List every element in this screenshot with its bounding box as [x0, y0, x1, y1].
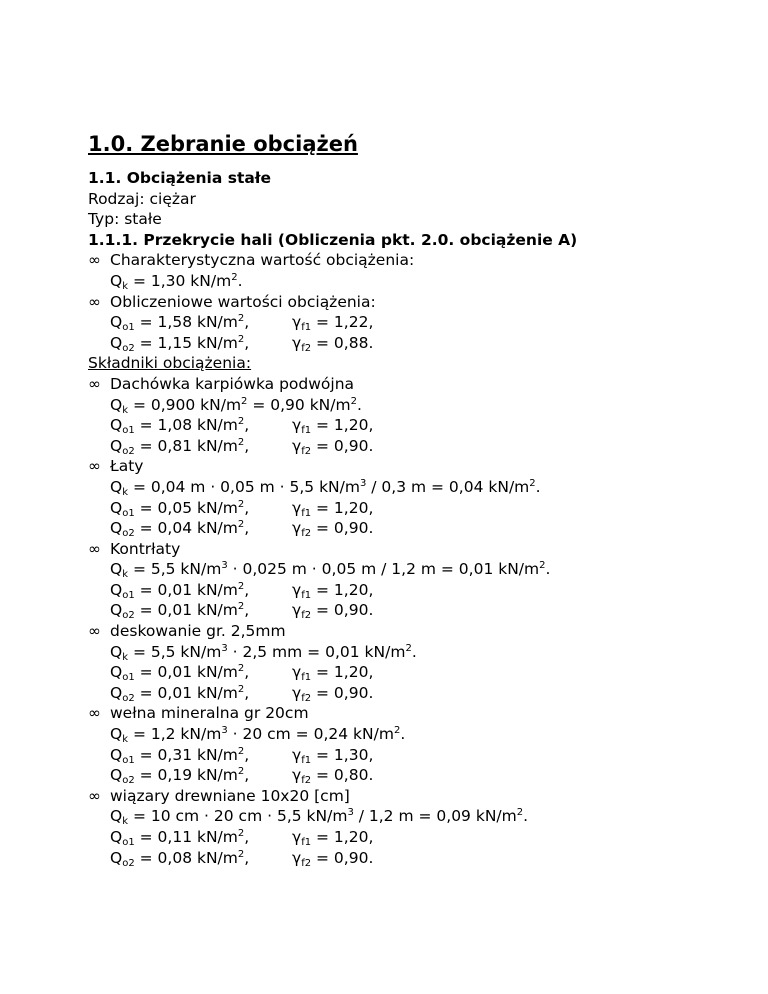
component-name: ∞ Łaty [88, 457, 144, 476]
component-char-value: $Q_k = 1,2$ $kN/m^3 \cdot 20$ cm = 0,24 $kN/m^2$. [110, 725, 406, 746]
load-component [88, 374, 728, 456]
component-char-value: $Q_k = 0,900$ $kN/m^2 = 0,90$ $kN/m^2$. [110, 395, 362, 416]
component-char-value: $Q_k = 10$ cm · 20 cm · 5,5 $kN/m^3 / 1,2$ m = 0,09 $kN/m^2$. [110, 807, 529, 828]
load-component [88, 456, 728, 538]
document-page [88, 130, 728, 868]
component-name: ∞ Dachówka karpiówka podwójna [88, 374, 355, 393]
component-design-value-2: $Q_{o2} = 0,08$ $kN/m^2$, $\gamma_{f2} = 0,90$. [110, 848, 374, 869]
load-component [88, 703, 728, 785]
subsection-heading: 1.1.1. Przekrycie hali (Obliczenia pkt. 2.0. obciążenie A) [88, 230, 578, 249]
component-design-value-2: $Q_{o2} = 0,04$ $kN/m^2$, $\gamma_{f2} = 0,90$. [110, 519, 374, 540]
components-label: Składniki obciążenia: [88, 354, 252, 373]
infinity-bullet-icon: ∞ [88, 251, 101, 270]
component-name: ∞ deskowanie gr. 2,5mm [88, 622, 286, 641]
infinity-bullet-icon: ∞ [88, 704, 101, 723]
infinity-bullet-icon: ∞ [88, 374, 101, 393]
infinity-bullet-icon: ∞ [88, 292, 101, 311]
design-value-1: $Q_{o1} = 1,58$ $kN/m^2$, $\gamma_{f1} = 1,22$, [110, 313, 374, 334]
load-component [88, 786, 728, 868]
load-kind: Rodzaj: ciężar [88, 189, 196, 208]
page-title: 1.0. Zebranie obciążeń [88, 132, 358, 156]
component-design-value-2: $Q_{o2} = 0,81$ $kN/m^2$, $\gamma_{f2} = 0,90$. [110, 436, 374, 457]
infinity-bullet-icon: ∞ [88, 786, 101, 805]
infinity-bullet-icon: ∞ [88, 457, 101, 476]
component-design-value-1: $Q_{o1} = 0,11$ $kN/m^2$, $\gamma_{f1} = 1,20$, [110, 828, 374, 848]
component-name: ∞ wiązary drewniane 10x20 [cm] [88, 786, 350, 805]
char-value: $Q_k = 1,30$ $kN/m^2$. [110, 271, 243, 292]
infinity-bullet-icon: ∞ [88, 539, 101, 558]
component-design-value-1: $Q_{o1} = 0,01$ $kN/m^2$, $\gamma_{f1} = 1,20$, [110, 580, 374, 601]
component-design-value-1: $Q_{o1} = 0,01$ $kN/m^2$, $\gamma_{f1} = 1,20$, [110, 663, 374, 684]
load-type: Typ: stałe [88, 210, 162, 229]
component-design-value-1: $Q_{o1} = 1,08$ $kN/m^2$, $\gamma_{f1} = 1,20$, [110, 416, 374, 437]
component-design-value-2: $Q_{o2} = 0,01$ $kN/m^2$, $\gamma_{f2} = 0,90$. [110, 601, 374, 622]
component-char-value: $Q_k = 5,5$ $kN/m^3 \cdot 0,025$ m · 0,05 m / 1,2 m = 0,01 $kN/m^2$. [110, 560, 551, 581]
component-char-value: $Q_k = 5,5$ $kN/m^3 \cdot 2,5$ mm = 0,01 $kN/m^2$. [110, 642, 417, 663]
load-component [88, 621, 728, 703]
component-char-value: $Q_k = 0,04$ m · 0,05 m · 5,5 $kN/m^3 / 0,3$ m = 0,04 $kN/m^2$. [110, 477, 541, 498]
component-design-value-1: $Q_{o1} = 0,05$ $kN/m^2$, $\gamma_{f1} = 1,20$, [110, 498, 374, 519]
component-design-value-2: $Q_{o2} = 0,19$ $kN/m^2$, $\gamma_{f2} = 0,80$. [110, 766, 374, 787]
component-name: ∞ wełna mineralna gr 20cm [88, 704, 309, 723]
design-value-label: ∞ Obliczeniowe wartości obciążenia: [88, 292, 376, 311]
section-heading: 1.1. Obciążenia stałe [88, 169, 272, 187]
load-component [88, 539, 728, 621]
infinity-bullet-icon: ∞ [88, 622, 101, 641]
components-list [88, 374, 728, 868]
design-value-2: $Q_{o2} = 1,15$ $kN/m^2$, $\gamma_{f2} = 0,88$. [110, 333, 374, 354]
component-design-value-1: $Q_{o1} = 0,31$ $kN/m^2$, $\gamma_{f1} = 1,30$, [110, 745, 374, 766]
component-design-value-2: $Q_{o2} = 0,01$ $kN/m^2$, $\gamma_{f2} = 0,90$. [110, 683, 374, 704]
component-name: ∞ Kontrłaty [88, 539, 181, 558]
char-value-label: ∞ Charakterystyczna wartość obciążenia: [88, 251, 415, 270]
